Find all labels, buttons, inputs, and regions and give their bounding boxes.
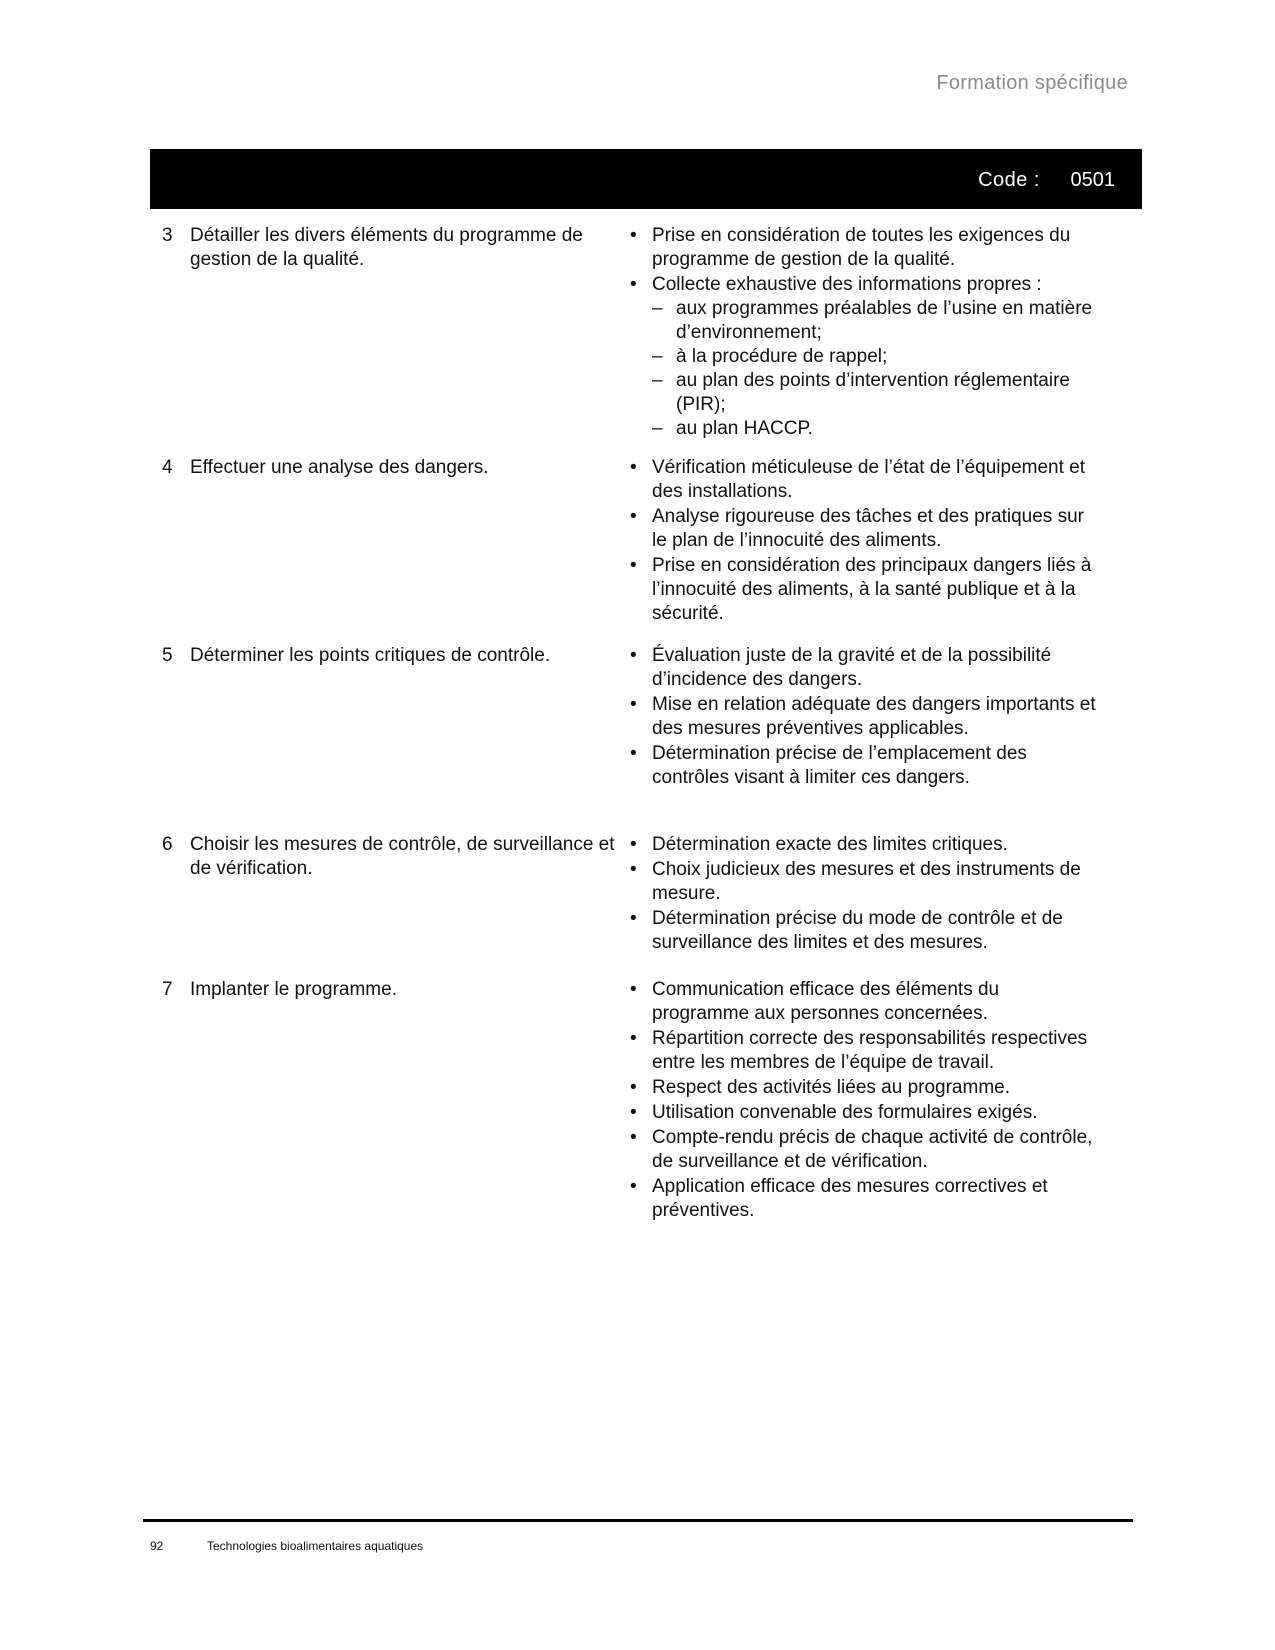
code-label: Code : bbox=[978, 169, 1040, 191]
criterion-item: • Mise en relation adéquate des dangers importants et des mesures préventives applicables. bbox=[626, 693, 1101, 741]
objective-number: 4 bbox=[162, 457, 173, 478]
objective-text: Détailler les divers éléments du programme de gestion de la qualité. bbox=[190, 225, 583, 270]
page-header-title: Formation spécifique bbox=[936, 72, 1128, 94]
criterion-text: Collecte exhaustive des informations propres : bbox=[652, 274, 1042, 295]
objective-number: 7 bbox=[162, 979, 173, 1000]
objective-text: Déterminer les points critiques de contrôle. bbox=[190, 645, 551, 666]
objective-number: 3 bbox=[162, 225, 173, 246]
objective-row-3 bbox=[150, 224, 1142, 456]
code-bar bbox=[150, 149, 1142, 209]
objective-row-4 bbox=[150, 456, 1142, 644]
objective-row-5 bbox=[150, 644, 1142, 833]
criterion-item: • Détermination précise de l’emplacement des contrôles visant à limiter ces dangers. bbox=[626, 742, 1101, 790]
criterion-item: • Répartition correcte des responsabilités respectives entre les membres de l’équipe de travail. bbox=[626, 1027, 1101, 1075]
criterion-item: • Utilisation convenable des formulaires exigés. bbox=[626, 1101, 1101, 1125]
criterion-item bbox=[626, 273, 1101, 441]
objective-text: Implanter le programme. bbox=[190, 979, 397, 1000]
objective-number: 5 bbox=[162, 645, 173, 666]
footer-document-title: Technologies bioalimentaires aquatiques bbox=[207, 1539, 424, 1553]
objective-number: 6 bbox=[162, 834, 173, 855]
criterion-item: • Respect des activités liées au programme. bbox=[626, 1076, 1101, 1100]
criterion-item: • Prise en considération des principaux dangers liés à l’innocuité des aliments, à la santé publique et à la sécurité. bbox=[626, 554, 1101, 626]
footer-rule bbox=[143, 1519, 1133, 1522]
criterion-item: • Analyse rigoureuse des tâches et des pratiques sur le plan de l’innocuité des aliments. bbox=[626, 505, 1101, 553]
criterion-item: • Prise en considération de toutes les exigences du programme de gestion de la qualité. bbox=[626, 224, 1101, 272]
objective-row-7 bbox=[150, 978, 1142, 1224]
criterion-item: • Choix judicieux des mesures et des instruments de mesure. bbox=[626, 858, 1101, 906]
code-value: 0501 bbox=[1070, 169, 1115, 191]
criterion-item: • Évaluation juste de la gravité et de la possibilité d’incidence des dangers. bbox=[626, 644, 1101, 692]
sub-criterion-item: – aux programmes préalables de l’usine en matière d’environnement; bbox=[652, 297, 1101, 345]
criterion-item: • Compte-rendu précis de chaque activité de contrôle, de surveillance et de vérification. bbox=[626, 1126, 1101, 1174]
sub-criterion-item: – au plan des points d’intervention réglementaire (PIR); bbox=[652, 369, 1101, 417]
criterion-item: • Vérification méticuleuse de l’état de l’équipement et des installations. bbox=[626, 456, 1101, 504]
objective-text: Choisir les mesures de contrôle, de surveillance et de vérification. bbox=[190, 834, 615, 879]
criteria-list bbox=[626, 833, 1101, 955]
criteria-list bbox=[626, 456, 1101, 626]
sub-criterion-item: – à la procédure de rappel; bbox=[652, 345, 1101, 369]
criterion-item: • Détermination exacte des limites critiques. bbox=[626, 833, 1101, 857]
footer-page-number: 92 bbox=[150, 1539, 164, 1553]
criteria-list bbox=[626, 978, 1101, 1223]
criterion-item: • Communication efficace des éléments du programme aux personnes concernées. bbox=[626, 978, 1101, 1026]
criterion-item: • Application efficace des mesures correctives et préventives. bbox=[626, 1175, 1101, 1223]
sub-criterion-item: – au plan HACCP. bbox=[652, 417, 1101, 441]
sub-criteria-list bbox=[652, 297, 1101, 441]
criteria-list bbox=[626, 644, 1101, 790]
criteria-list bbox=[626, 224, 1101, 441]
objective-text: Effectuer une analyse des dangers. bbox=[190, 457, 489, 478]
criterion-item: • Détermination précise du mode de contrôle et de surveillance des limites et des mesures. bbox=[626, 907, 1101, 955]
objectives-table bbox=[150, 224, 1142, 1224]
objective-row-6 bbox=[150, 833, 1142, 978]
